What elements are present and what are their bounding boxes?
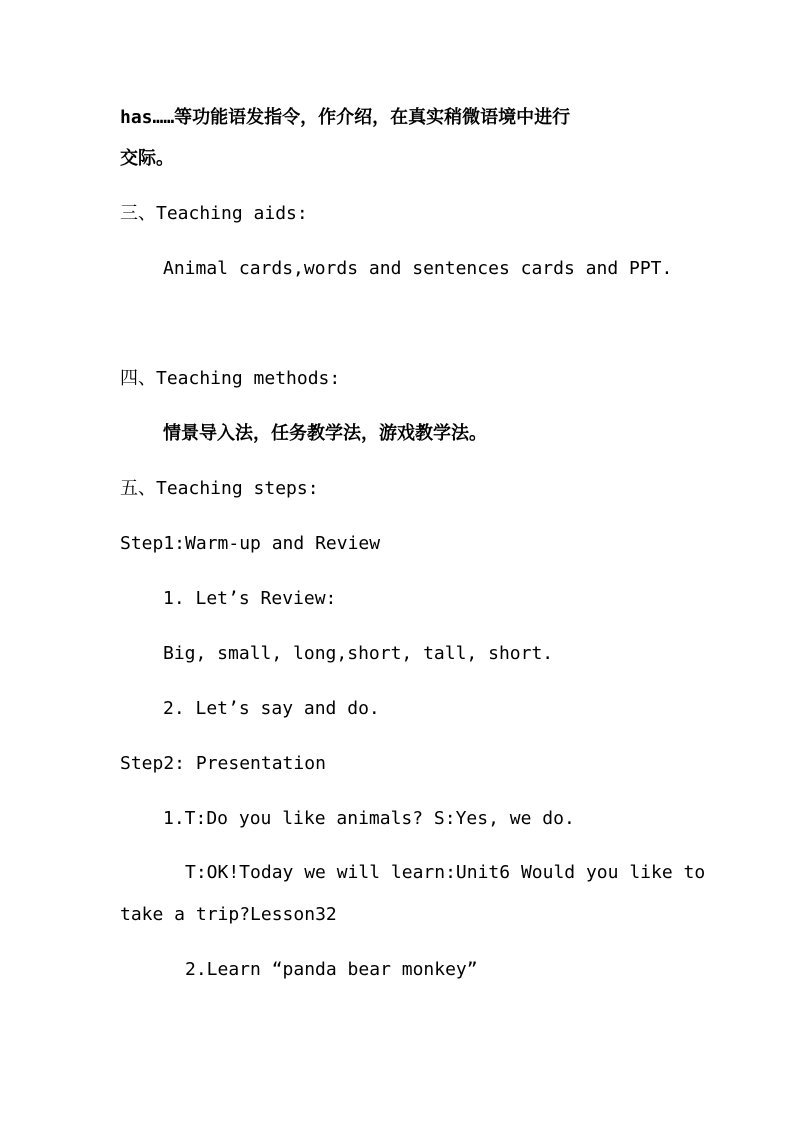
step2-dialogue-cont: take a trip?Lesson32: [120, 904, 337, 925]
section-heading-teaching-steps: 五、Teaching steps:: [120, 478, 319, 499]
step1-heading: Step1:Warm-up and Review: [120, 533, 381, 554]
step2-item-1: 1.T:Do you like animals? S:Yes, we do.: [163, 808, 575, 829]
step2-heading: Step2: Presentation: [120, 753, 326, 774]
teaching-methods-text: 情景导入法，任务教学法，游戏教学法。: [163, 423, 487, 444]
step2-dialogue: T:OK!Today we will learn:Unit6 Would you like to: [185, 862, 706, 883]
step2-item-2: 2.Learn “panda bear monkey”: [185, 959, 478, 980]
step1-word-list: Big, small, long,short, tall, short.: [163, 643, 554, 664]
step1-item-2: 2. Let’s say and do.: [163, 698, 380, 719]
teaching-aids-text: Animal cards,words and sentences cards and PPT.: [163, 258, 673, 279]
step1-item-1: 1. Let’s Review:: [163, 588, 337, 609]
objective-line-cont: 交际。: [120, 148, 174, 169]
objective-line: has……等功能语发指令，作介绍，在真实稍微语境中进行: [120, 107, 571, 128]
section-heading-teaching-methods: 四、Teaching methods:: [120, 368, 341, 389]
section-heading-teaching-aids: 三、Teaching aids:: [120, 203, 308, 224]
